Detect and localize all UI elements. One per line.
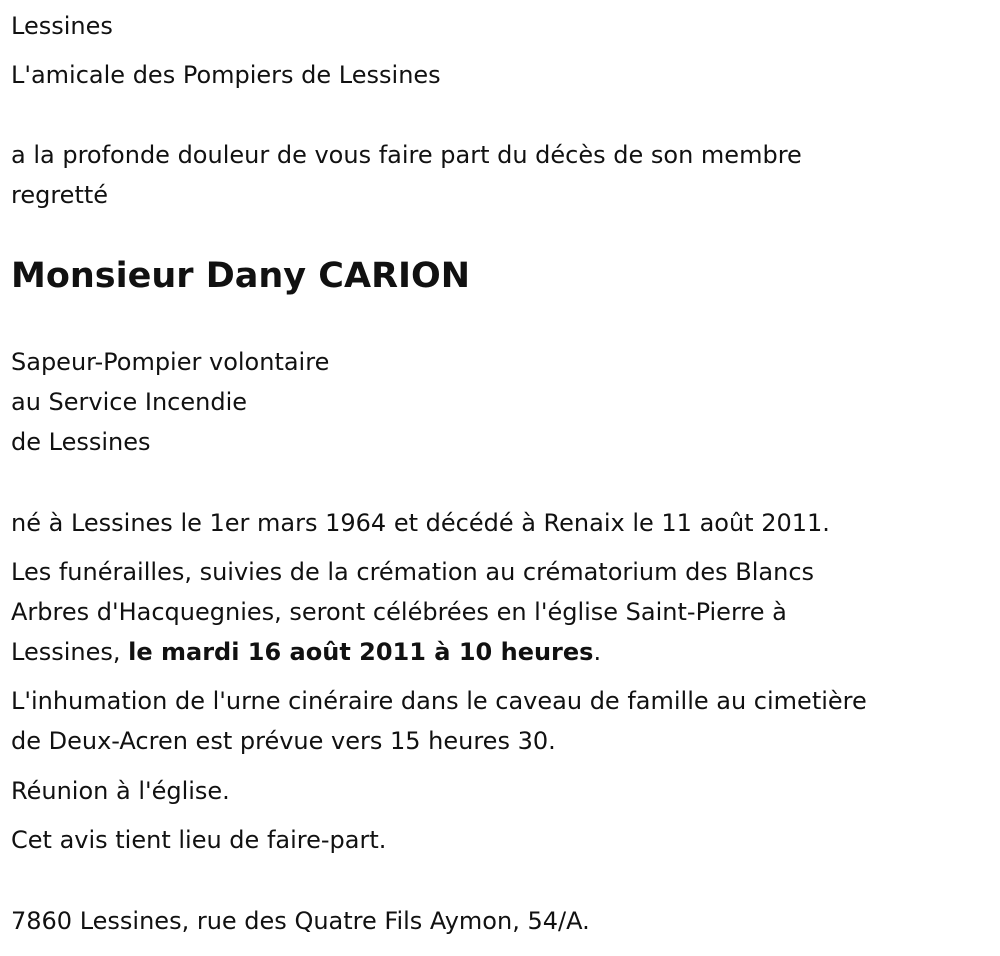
funeral-line-1: Les funérailles, suivies de la crémation au crématorium des Blancs: [11, 558, 815, 586]
sender-line: L'amicale des Pompiers de Lessines: [11, 61, 441, 89]
inhumation-line-2: de Deux-Acren est prévue vers 15 heures 30.: [11, 727, 556, 755]
funeral-line-3-prefix: Lessines,: [11, 638, 129, 666]
birth-death-line: né à Lessines le 1er mars 1964 et décédé à Renaix le 11 août 2011.: [11, 509, 830, 537]
role-line-2: au Service Incendie: [11, 388, 248, 416]
meeting-line: Réunion à l'église.: [11, 777, 230, 805]
location-heading: Lessines: [11, 12, 113, 40]
role-line-3: de Lessines: [11, 428, 151, 456]
deceased-name: Monsieur Dany CARION: [11, 256, 471, 296]
announcement-line-1: a la profonde douleur de vous faire part du décès de son membre: [11, 141, 802, 169]
inhumation-line-1: L'inhumation de l'urne cinéraire dans le caveau de famille au cimetière: [11, 687, 867, 715]
funeral-line-2: Arbres d'Hacquegnies, seront célébrées en l'église Saint-Pierre à: [11, 598, 787, 626]
funeral-line-3: [11, 632, 601, 672]
address-line: 7860 Lessines, rue des Quatre Fils Aymon, 54/A.: [11, 907, 590, 935]
funeral-date-time: le mardi 16 août 2011 à 10 heures: [128, 638, 594, 666]
role-line-1: Sapeur-Pompier volontaire: [11, 348, 330, 376]
funeral-line-3-suffix: .: [593, 638, 602, 666]
notice-statement: Cet avis tient lieu de faire-part.: [11, 826, 387, 854]
announcement-line-2: regretté: [11, 181, 109, 209]
